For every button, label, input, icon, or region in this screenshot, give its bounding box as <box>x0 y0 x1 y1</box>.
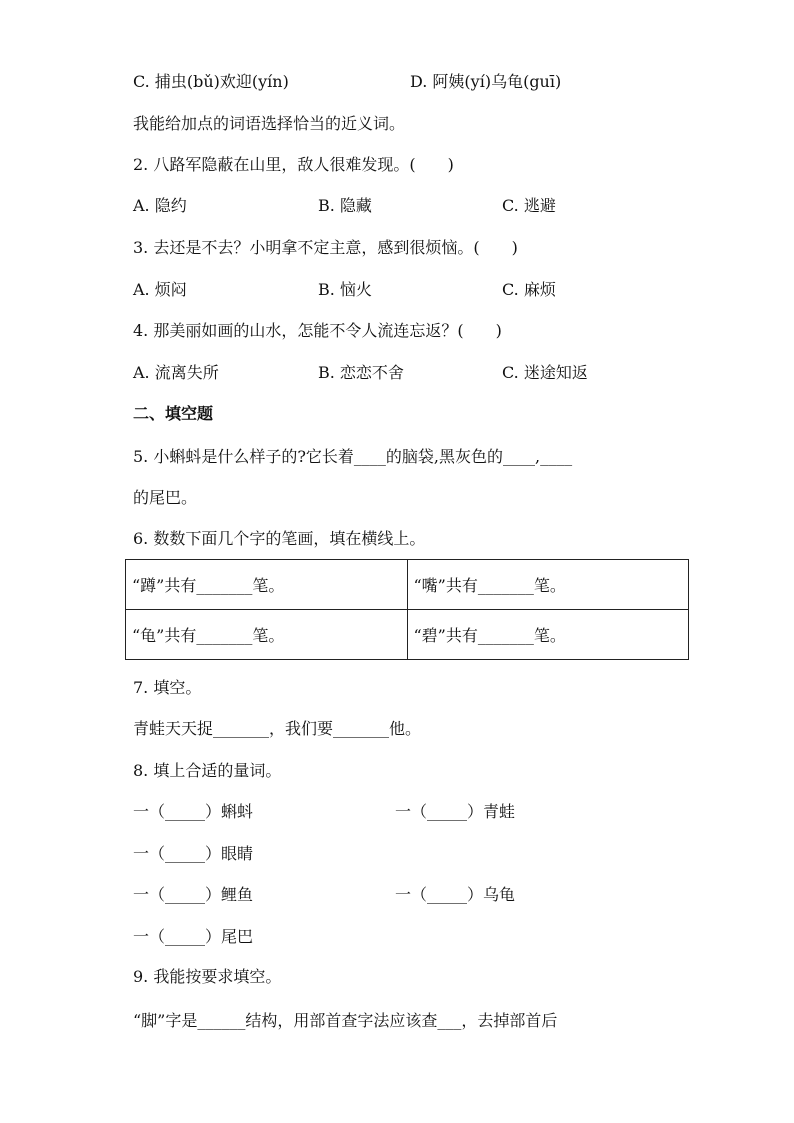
measure-word-carp[interactable]: 一（_____）鲤鱼 <box>133 885 254 904</box>
stroke-cell-dun[interactable]: “蹲”共有_______笔。 <box>126 560 408 610</box>
q2-option-b: B. 隐藏 <box>318 196 372 215</box>
synonym-instruction: 我能给加点的词语选择恰当的近义词。 <box>133 114 406 133</box>
q3-option-c: C. 麻烦 <box>502 280 556 299</box>
stroke-cell-gui[interactable]: “龟”共有_______笔。 <box>126 610 408 660</box>
q1-option-c: C. 捕虫(bǔ)欢迎(yín) <box>133 72 289 91</box>
q2-option-c: C. 逃避 <box>502 196 556 215</box>
q3-stem: 3. 去还是不去？小明拿不定主意，感到很烦恼。( ) <box>133 238 518 257</box>
q4-stem: 4. 那美丽如画的山水，怎能不令人流连忘返？( ) <box>133 321 502 340</box>
measure-word-tadpole[interactable]: 一（_____）蝌蚪 <box>133 802 254 821</box>
section2-title: 二、填空题 <box>133 404 214 423</box>
stroke-cell-zui[interactable]: “嘴”共有_______笔。 <box>407 560 689 610</box>
q1-option-d: D. 阿姨(yí)乌龟(guī) <box>410 72 562 91</box>
q4-option-c: C. 迷途知返 <box>502 363 588 382</box>
measure-word-eyes[interactable]: 一（_____）眼睛 <box>133 844 254 863</box>
q5-line2: 的尾巴。 <box>133 488 198 507</box>
q8-stem: 8. 填上合适的量词。 <box>133 761 282 780</box>
table-row <box>126 560 689 610</box>
q3-option-b: B. 恼火 <box>318 280 372 299</box>
measure-word-frog[interactable]: 一（_____）青蛙 <box>395 802 516 821</box>
q2-option-a: A. 隐约 <box>133 196 187 215</box>
stroke-cell-bi[interactable]: “碧”共有_______笔。 <box>407 610 689 660</box>
q5-line1: 5. 小蝌蚪是什么样子的?它长着____的脑袋,黑灰色的____,____ <box>133 447 573 466</box>
q9-stem: 9. 我能按要求填空。 <box>133 967 282 986</box>
q9-text[interactable]: “脚”字是______结构，用部首查字法应该查___，去掉部首后 <box>133 1011 558 1030</box>
q6-stem: 6. 数数下面几个字的笔画，填在横线上。 <box>133 529 426 548</box>
q7-text[interactable]: 青蛙天天捉_______，我们要_______他。 <box>133 719 422 738</box>
measure-word-tail[interactable]: 一（_____）尾巴 <box>133 927 254 946</box>
q3-option-a: A. 烦闷 <box>133 280 187 299</box>
q2-stem: 2. 八路军隐蔽在山里，敌人很难发现。( ) <box>133 155 454 174</box>
table-row <box>126 610 689 660</box>
stroke-count-table <box>125 559 689 660</box>
q4-option-b: B. 恋恋不舍 <box>318 363 404 382</box>
measure-word-turtle[interactable]: 一（_____）乌龟 <box>395 885 516 904</box>
q7-stem: 7. 填空。 <box>133 678 202 697</box>
q4-option-a: A. 流离失所 <box>133 363 219 382</box>
